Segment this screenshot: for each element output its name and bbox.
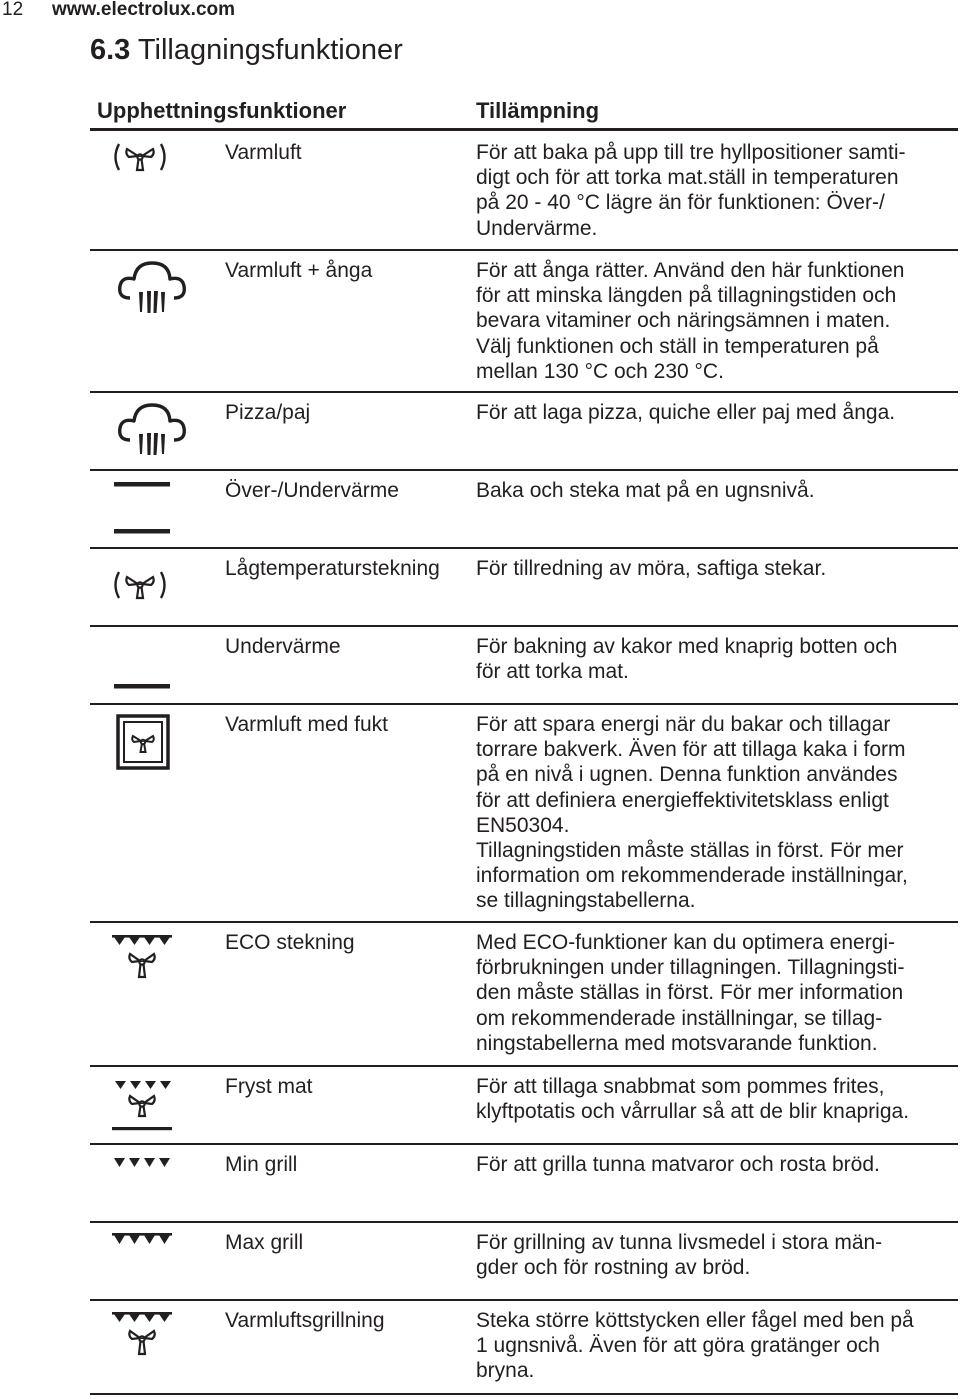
row-divider <box>90 1143 958 1145</box>
section-title: Tillagningsfunktioner <box>137 34 403 66</box>
page-number: 12 <box>2 0 24 20</box>
function-name: Över-/Undervärme <box>225 479 399 502</box>
function-description: Med ECO-funktioner kan du optimera energi- förbrukningen under tillagningen. Tillagningsti- den måste ställas in först. För mer information om rekommenderade inställningar, se tillag- ningstabellerna med motsvarande funktion. <box>476 931 905 1055</box>
row-divider <box>90 625 958 627</box>
function-name: Lågtemperaturstekning <box>225 557 440 580</box>
function-description: För att laga pizza, quiche eller paj med ånga. <box>476 401 896 424</box>
min-grill-icon <box>108 1152 198 1174</box>
function-name: Varmluft <box>225 141 302 164</box>
fan-icon <box>108 140 198 180</box>
row-divider <box>90 1393 958 1395</box>
column-header-application: Tillämpning <box>476 98 600 123</box>
function-description: För att tillaga snabbmat som pommes frites, klyftpotatis och vårrullar så att de blir knapriga. <box>476 1075 910 1124</box>
function-name: Pizza/paj <box>225 401 311 424</box>
function-description: Baka och steka mat på en ugnsnivå. <box>476 479 815 502</box>
function-description: För grillning av tunna livsmedel i stora män- gder och för rostning av bröd. <box>476 1231 883 1280</box>
function-name: Undervärme <box>225 635 341 658</box>
function-name: Varmluft + ånga <box>225 259 373 282</box>
eco-roast-icon <box>108 930 198 986</box>
steam-icon <box>108 258 198 318</box>
row-divider <box>90 391 958 393</box>
function-name: ECO stekning <box>225 931 355 954</box>
bottom-heat-icon <box>108 634 198 696</box>
row-divider <box>90 469 958 471</box>
function-description: För att spara energi när du bakar och tillagar torrare bakverk. Även för att tillaga kaka i form på en nivå i ugnen. Denna funktion användes för att definiera energieffektivitetsklass enligt EN50304. Tillagningstiden måste ställas in först. För mer information om rekommenderade inställningar, se tillagningstabellerna. <box>476 713 908 913</box>
function-description: För att ånga rätter. Använd den här funktionen för att minska längden på tillagningstiden och bevara vitaminer och näringsämnen i maten. Välj funktionen och ställ in temperaturen på mellan 130 °C och 230 °C. <box>476 259 905 383</box>
row-divider <box>90 1299 958 1301</box>
max-grill-icon <box>108 1230 198 1252</box>
function-description: För att grilla tunna matvaror och rosta bröd. <box>476 1153 880 1176</box>
fan-grill-icon <box>108 1308 198 1364</box>
function-description: För bakning av kakor med knaprig botten och för att torka mat. <box>476 635 898 684</box>
row-divider <box>90 1221 958 1223</box>
function-name: Fryst mat <box>225 1075 313 1098</box>
fan-icon <box>108 556 198 608</box>
website-link[interactable]: www.electrolux.com <box>52 0 236 20</box>
row-divider <box>90 547 958 549</box>
steam-icon <box>108 400 198 460</box>
function-name: Max grill <box>225 1231 304 1254</box>
moist-fan-icon <box>108 712 198 774</box>
function-description: För tillredning av möra, saftiga stekar. <box>476 557 827 580</box>
function-name: Varmluft med fukt <box>225 713 388 736</box>
function-description: Steka större köttstycken eller fågel med ben på 1 ugnsnivå. Även för att göra gratänger och bryna. <box>476 1309 914 1383</box>
frozen-food-icon <box>108 1074 198 1134</box>
function-description: För att baka på upp till tre hyllpositioner samti- digt och för att torka mat.ställ in temperaturen på 20 - 40 °C lägre än för funktionen: Över-/ Undervärme. <box>476 141 906 240</box>
row-divider <box>90 921 958 923</box>
row-divider <box>90 703 958 705</box>
section-heading <box>90 34 403 67</box>
header-divider <box>90 128 958 131</box>
row-divider <box>90 1065 958 1067</box>
column-header-functions: Upphettningsfunktioner <box>97 98 347 123</box>
section-number: 6.3 <box>90 34 131 66</box>
function-name: Varmluftsgrillning <box>225 1309 385 1332</box>
function-name: Min grill <box>225 1153 298 1176</box>
top-bottom-heat-icon <box>108 478 198 540</box>
row-divider <box>90 249 958 251</box>
